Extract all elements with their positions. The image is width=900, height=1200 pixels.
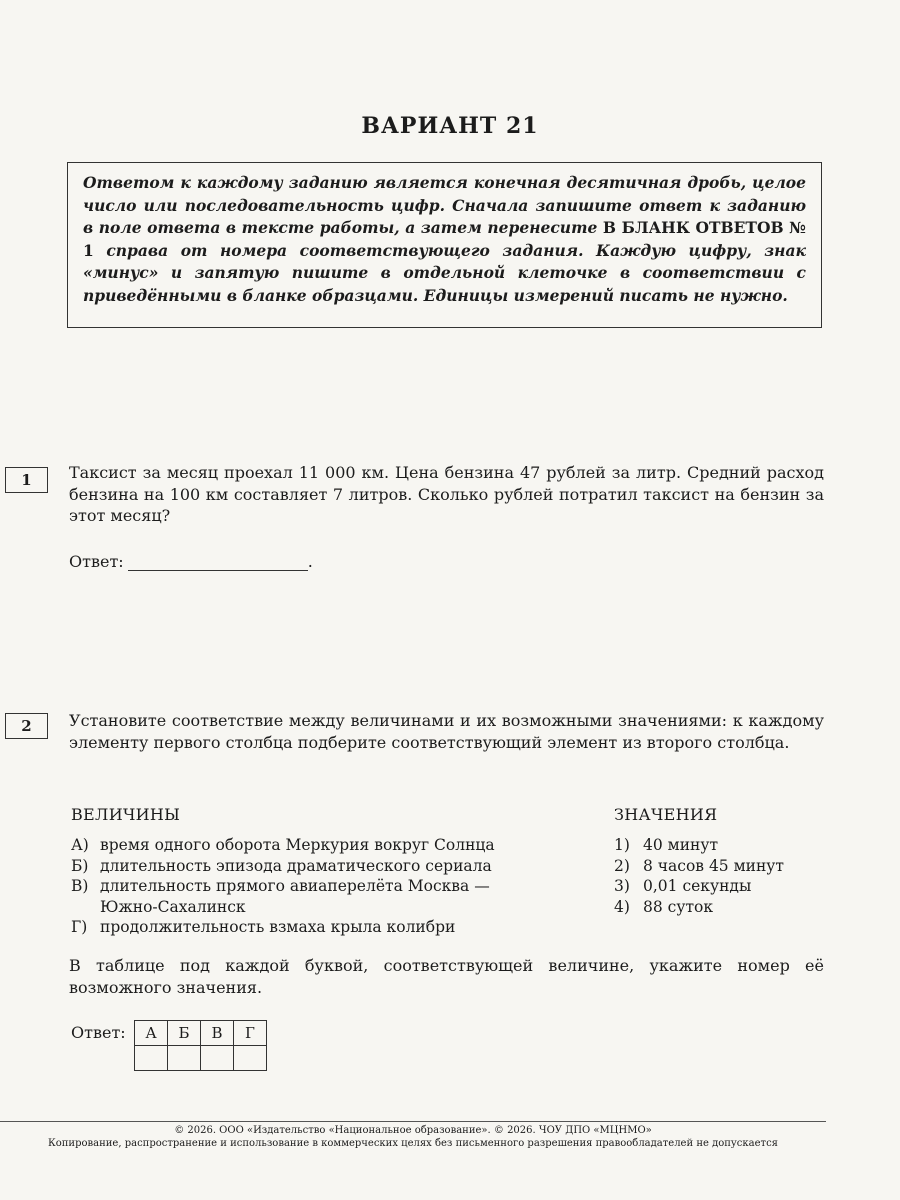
quantity-item (71, 917, 531, 938)
quantity-label: Б) (71, 856, 89, 875)
instructions-text-end: справа от номера соответствующего задания. Каждую цифру, знак «минус» и запятую пишите в отдельной клеточке в соответствии с приведёнными в бланке образцами. Единицы измерений писать не нужно. (83, 240, 806, 305)
value-text: 40 минут (643, 836, 719, 854)
instructions-text-start: Ответом к каждому заданию является конечная десятичная дробь, целое число или последовательность цифр. Сначала запишите ответ к заданию в поле ответа в тексте работы, а затем перенесите (83, 173, 806, 237)
answer-table-header-row (135, 1021, 267, 1046)
quantity-text: длительность прямого авиаперелёта Москва — Южно-Сахалинск (100, 877, 490, 916)
value-text: 88 суток (643, 897, 714, 916)
task-1-number: 1 (5, 467, 48, 493)
variant-title: ВАРИАНТ 21 (361, 113, 539, 139)
instructions-box (67, 162, 822, 328)
values-header: ЗНАЧЕНИЯ (614, 805, 718, 824)
answer-table-input-row (135, 1046, 267, 1071)
answer-table-header: Б (168, 1021, 201, 1046)
task-2-table-instruction: В таблице под каждой буквой, соответствующей величине, укажите номер её возможного значения. (69, 956, 824, 997)
answer-table-header: В (201, 1021, 234, 1046)
value-item (614, 856, 824, 877)
answer-table (134, 1020, 267, 1071)
quantity-text: длительность эпизода драматического сериала (100, 856, 492, 875)
answer-form-name: В БЛАНК ОТВЕТОВ № 1 (83, 218, 806, 260)
task-2-number: 2 (5, 713, 48, 739)
quantity-text: продолжительность взмаха крыла колибри (100, 918, 456, 936)
answer-cell-a[interactable] (135, 1046, 168, 1071)
answer-cell-b[interactable] (168, 1046, 201, 1071)
task-1-answer-end: . (307, 552, 313, 571)
value-item (614, 835, 824, 856)
value-label: 4) (614, 897, 630, 916)
value-label: 1) (614, 836, 630, 854)
answer-table-header: А (135, 1021, 168, 1046)
task-1-answer (69, 552, 313, 571)
quantity-item (71, 876, 531, 917)
quantity-label: Г) (71, 918, 88, 936)
footer-notice: Копирование, распространение и использование в коммерческих целях без письменного разрешения правообладателей не допускается (48, 1138, 778, 1149)
value-label: 3) (614, 877, 630, 895)
answer-table-header: Г (234, 1021, 267, 1046)
quantity-item (71, 856, 531, 877)
value-text: 8 часов 45 минут (643, 856, 785, 875)
task-1-answer-field[interactable] (128, 554, 308, 571)
quantity-item (71, 835, 531, 856)
footer-copyright: © 2026. ООО «Издательство «Национальное образование». © 2026. ЧОУ ДПО «МЦНМО» (174, 1125, 652, 1136)
task-1-answer-label: Ответ: (69, 552, 124, 571)
value-item (614, 876, 824, 897)
values-list (614, 835, 824, 917)
quantity-label: В) (71, 877, 89, 895)
task-2-text: Установите соответствие между величинами и их возможными значениями: к каждому элементу первого столбца подберите соответствующий элемент из второго столбца. (69, 711, 824, 752)
quantities-header: ВЕЛИЧИНЫ (71, 805, 181, 824)
answer-cell-g[interactable] (234, 1046, 267, 1071)
value-label: 2) (614, 856, 630, 875)
value-item (614, 897, 824, 918)
answer-cell-v[interactable] (201, 1046, 234, 1071)
quantities-list (71, 835, 531, 938)
task-1-text: Таксист за месяц проехал 11 000 км. Цена бензина 47 рублей за литр. Средний расход бензина на 100 км составляет 7 литров. Сколько рублей потратил таксист на бензин за этот месяц? (69, 463, 824, 525)
quantity-label: А) (71, 836, 89, 854)
footer-divider (0, 1121, 826, 1122)
quantity-text: время одного оборота Меркурия вокруг Солнца (100, 836, 495, 854)
value-text: 0,01 секунды (643, 877, 752, 895)
task-2-answer-label: Ответ: (71, 1023, 126, 1042)
